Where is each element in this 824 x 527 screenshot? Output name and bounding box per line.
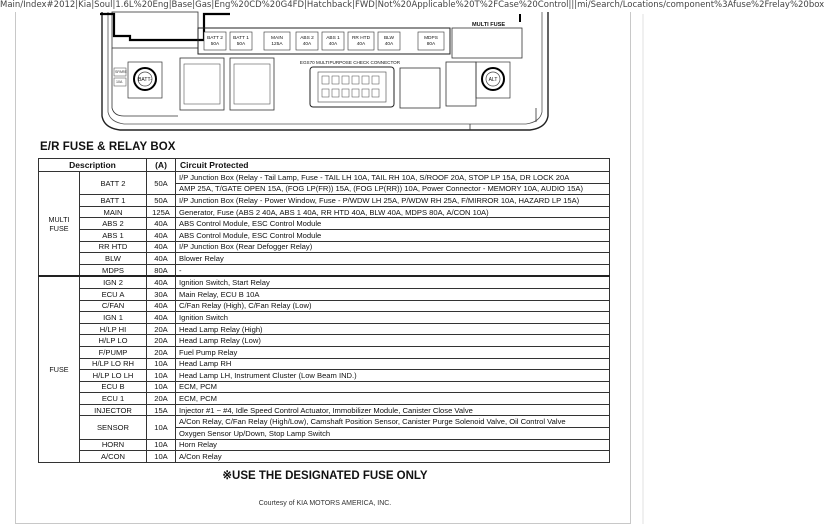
column-header-amperage: (A) [147, 159, 176, 172]
fuse-name: H/LP HI [80, 323, 147, 335]
fuse-label-batt2: BATT 2 [207, 36, 223, 41]
fuse-label-abs2: ABS 2 [300, 36, 314, 41]
svg-text:80A: 80A [426, 42, 436, 47]
table-row [39, 416, 610, 428]
fuse-name: MAIN [80, 206, 147, 218]
group-label-fuse: FUSE [39, 276, 80, 462]
svg-text:10A: 10A [116, 80, 123, 84]
fuse-name: HORN [80, 439, 147, 451]
circuit-protected: Ignition Switch, Start Relay [176, 276, 610, 288]
circuit-protected: Ignition Switch [176, 312, 610, 324]
section-title: E/R FUSE & RELAY BOX [40, 141, 176, 153]
url-path-text: Main/Index#2012|Kia|Soul|1.6L%20Eng|Base|Gas|Eng%20CD%20G4FD|Hatchback|FWD|Not%20Applicable%20T%2FCase%20Control|||mi/Search/Locations/component%3Afuse%2Frelay%20box [0, 0, 824, 10]
fuse-rating: 40A [147, 229, 176, 241]
fuse-rating: 40A [147, 312, 176, 324]
table-row [39, 218, 610, 230]
table-row [39, 253, 610, 265]
fuse-rating: 20A [147, 346, 176, 358]
batt-label: BATT- [138, 77, 152, 83]
circuit-protected: Main Relay, ECU B 10A [176, 288, 610, 300]
fuse-name: ABS 2 [80, 218, 147, 230]
fuse-rating: 10A [147, 370, 176, 382]
table-row [39, 323, 610, 335]
circuit-protected: AMP 25A, T/GATE OPEN 15A, (FOG LP(FR)) 15A, (FOG LP(RR)) 10A, Power Connector - MEMORY 10A, AUDIO 15A) [176, 183, 610, 195]
table-row [39, 229, 610, 241]
fuse-box-diagram [100, 12, 550, 140]
fuse-name: BATT 1 [80, 195, 147, 207]
fuse-name: F/PUMP [80, 346, 147, 358]
fuse-name: BLW [80, 253, 147, 265]
fuse-name: RR HTD [80, 241, 147, 253]
table-row [39, 241, 610, 253]
credit-line: Courtesy of KIA MOTORS AMERICA, INC. [258, 500, 392, 507]
circuit-protected: Head Lamp Relay (Low) [176, 335, 610, 347]
table-row [39, 172, 610, 184]
fuse-name: MDPS [80, 264, 147, 276]
fuse-name: A/CON [80, 451, 147, 463]
fuse-name: SENSOR [80, 416, 147, 439]
column-header-description: Description [39, 159, 147, 172]
fuse-rating: 10A [147, 451, 176, 463]
circuit-protected: Oxygen Sensor Up/Down, Stop Lamp Switch [176, 428, 610, 440]
alt-label: ALT [488, 77, 498, 83]
fuse-rating: 50A [147, 195, 176, 207]
circuit-protected: Head Lamp RH [176, 358, 610, 370]
table-row [39, 206, 610, 218]
circuit-protected: I/P Junction Box (Rear Defogger Relay) [176, 241, 610, 253]
designated-fuse-note: ※USE THE DESIGNATED FUSE ONLY [222, 470, 428, 482]
group-label-multi-fuse: MULTI FUSE [39, 172, 80, 277]
table-row [39, 393, 610, 405]
svg-text:50A: 50A [236, 42, 246, 47]
multi-fuse-label: MULTI FUSE [472, 22, 506, 28]
circuit-protected: ECM, PCM [176, 393, 610, 405]
table-row [39, 264, 610, 276]
batt-terminal [128, 62, 162, 98]
fuse-rating: 20A [147, 393, 176, 405]
fuse-rating: 40A [147, 253, 176, 265]
table-row [39, 312, 610, 324]
svg-text:50A: 50A [210, 42, 220, 47]
svg-text:40A: 40A [328, 42, 338, 47]
fuse-name: H/LP LO [80, 335, 147, 347]
fuse-name: IGN 2 [80, 276, 147, 288]
table-row [39, 439, 610, 451]
fuse-name: ECU A [80, 288, 147, 300]
svg-text:40A: 40A [356, 42, 366, 47]
svg-text:125A: 125A [271, 42, 283, 47]
fuse-name: INJECTOR [80, 404, 147, 416]
fuse-relay-table [38, 158, 610, 463]
circuit-protected: Fuel Pump Relay [176, 346, 610, 358]
fuse-name: H/LP LO LH [80, 370, 147, 382]
fuse-rating: 40A [147, 241, 176, 253]
fuse-rating: 10A [147, 381, 176, 393]
circuit-protected: C/Fan Relay (High), C/Fan Relay (Low) [176, 300, 610, 312]
fuse-rating: 10A [147, 439, 176, 451]
fuse-rating: 10A [147, 358, 176, 370]
table-row [39, 370, 610, 382]
side-fuse-label: SPARE [115, 70, 127, 74]
fuse-label-mdps: MDPS [424, 36, 438, 41]
fuse-label-batt1: BATT 1 [233, 36, 249, 41]
table-row [39, 346, 610, 358]
fuse-name: BATT 2 [80, 172, 147, 195]
circuit-protected: Head Lamp LH, Instrument Cluster (Low Beam IND.) [176, 370, 610, 382]
table-row [39, 358, 610, 370]
fuse-rating: 10A [147, 416, 176, 439]
alt-terminal [476, 62, 510, 98]
fuse-rating: 20A [147, 335, 176, 347]
table-row [39, 335, 610, 347]
fuse-rating: 40A [147, 300, 176, 312]
connector-label: EGS70 MULTIPURPOSE CHECK CONNECTOR [299, 60, 401, 65]
circuit-protected: ABS Control Module, ESC Control Module [176, 218, 610, 230]
fuse-label-rrhtd: RR HTD [351, 36, 371, 41]
fuse-rating: 125A [147, 206, 176, 218]
circuit-protected: A/Con Relay, C/Fan Relay (High/Low), Camshaft Position Sensor, Canister Purge Solenoid Valve, Oil Control Valve [176, 416, 610, 428]
circuit-protected: Head Lamp Relay (High) [176, 323, 610, 335]
table-row [39, 276, 610, 288]
multi-fuse-strip [204, 32, 444, 50]
fuse-name: ECU B [80, 381, 147, 393]
scrollbar[interactable] [642, 14, 644, 524]
fuse-name: IGN 1 [80, 312, 147, 324]
multipurpose-check-connector [300, 60, 401, 107]
circuit-protected: ABS Control Module, ESC Control Module [176, 229, 610, 241]
fuse-name: C/FAN [80, 300, 147, 312]
fuse-name: H/LP LO RH [80, 358, 147, 370]
fuse-rating: 20A [147, 323, 176, 335]
fuse-label-main: MAIN [271, 36, 283, 41]
fuse-rating: 30A [147, 288, 176, 300]
circuit-protected: Injector #1 ~ #4, Idle Speed Control Actuator, Immobilizer Module, Canister Close Valve [176, 404, 610, 416]
circuit-protected: - [176, 264, 610, 276]
circuit-protected: I/P Junction Box (Relay - Power Window, Fuse - P/WDW LH 25A, P/WDW RH 25A, F/MIRROR 10A, HAZARD LP 15A) [176, 195, 610, 207]
table-row [39, 451, 610, 463]
circuit-protected: ECM, PCM [176, 381, 610, 393]
fuse-rating: 40A [147, 218, 176, 230]
fuse-rating: 15A [147, 404, 176, 416]
table-row [39, 300, 610, 312]
circuit-protected: Blower Relay [176, 253, 610, 265]
circuit-protected: Generator, Fuse (ABS 2 40A, ABS 1 40A, RR HTD 40A, BLW 40A, MDPS 80A, A/CON 10A) [176, 206, 610, 218]
svg-text:40A: 40A [384, 42, 394, 47]
fuse-rating: 80A [147, 264, 176, 276]
fuse-rating: 40A [147, 276, 176, 288]
fuse-name: ABS 1 [80, 229, 147, 241]
fuse-name: ECU 1 [80, 393, 147, 405]
fuse-rating: 50A [147, 172, 176, 195]
fuse-label-blw: BLW [383, 36, 395, 41]
circuit-protected: I/P Junction Box (Relay - Tail Lamp, Fuse - TAIL LH 10A, TAIL RH 10A, S/ROOF 20A, STOP LP 15A, DR LOCK 20A [176, 172, 610, 184]
table-row [39, 381, 610, 393]
table-row [39, 404, 610, 416]
circuit-protected: A/Con Relay [176, 451, 610, 463]
fuse-label-abs1: ABS 1 [326, 36, 340, 41]
table-row [39, 288, 610, 300]
table-row [39, 195, 610, 207]
circuit-protected: Horn Relay [176, 439, 610, 451]
svg-text:40A: 40A [302, 42, 312, 47]
column-header-circuit: Circuit Protected [176, 159, 610, 172]
